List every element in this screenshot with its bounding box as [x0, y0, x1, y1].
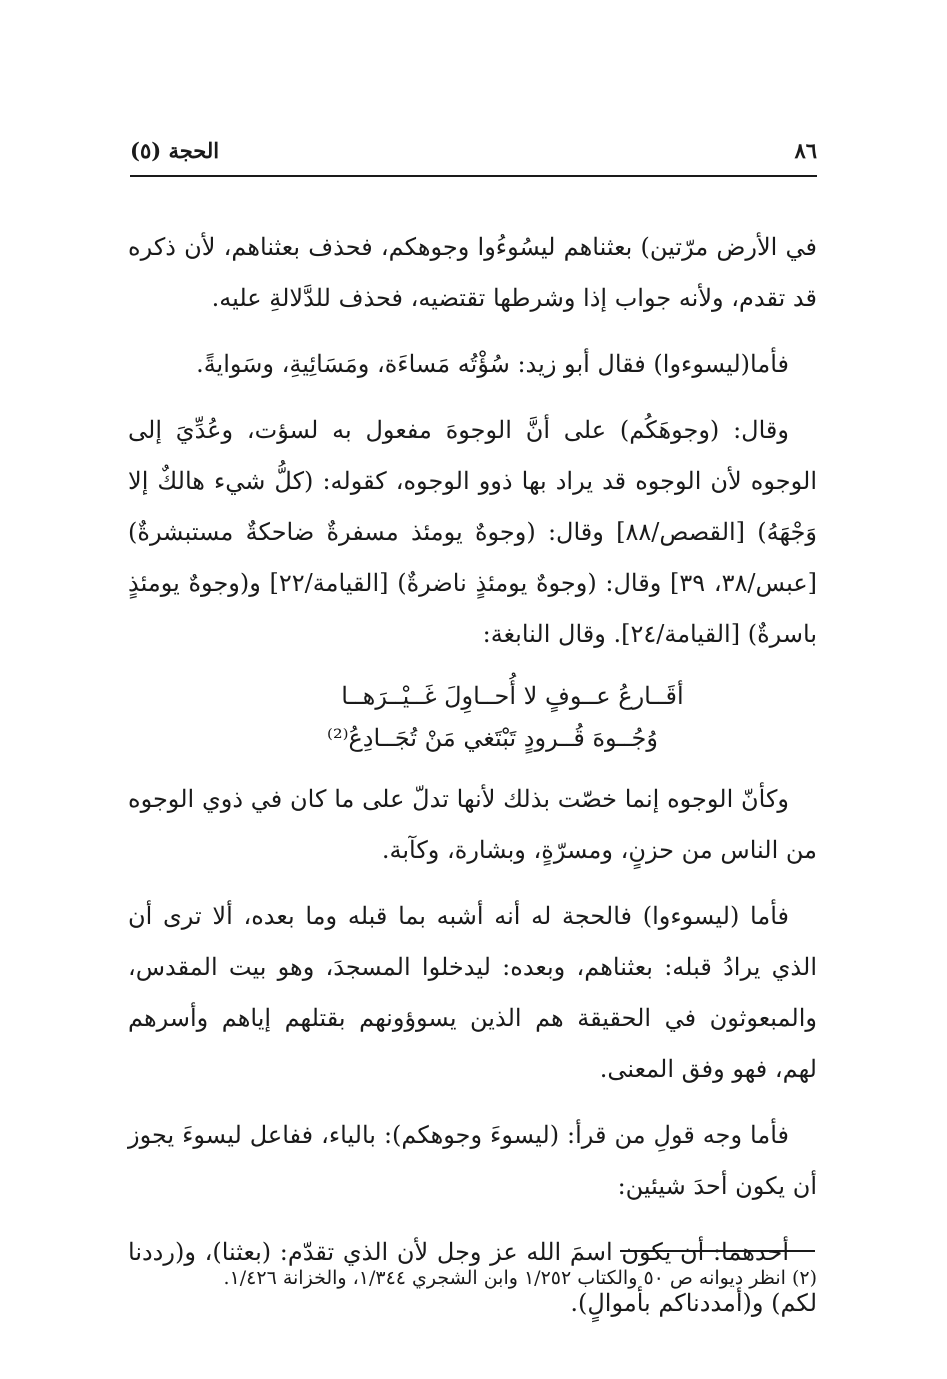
poem-verse: [128, 675, 817, 759]
paragraph: فأما(ليسوءوا) فقال أبو زيد: سُؤْتُه مَساءَة، ومَسَائِيةِ، وسَوايةً.: [196, 350, 789, 378]
footnote: (٢) انظر ديوانه ص ٥٠ والكتاب ١/٢٥٢ وابن الشجري ١/٣٤٤، والخزانة ١/٤٢٦.: [223, 1267, 817, 1289]
verse-line-2: وُجُــوهَ قُــرودٍ تَبْتَغي مَنْ تُجَــادِعُ⁽²⁾: [327, 724, 658, 752]
page-header: [130, 138, 817, 172]
main-text: [128, 222, 817, 1344]
footnote-divider: [620, 1250, 815, 1252]
paragraph: وكأنّ الوجوه إنما خصّت بذلك لأنها تدلّ على ما كان في ذوي الوجوه من الناس من حزنٍ، ومسرّةٍ، وبشارة، وكآبة.: [128, 785, 817, 864]
paragraph: في الأرض مرّتين) بعثناهم ليسُوءُوا وجوهكم، فحذف بعثناهم، لأن ذكره قد تقدم، ولأنه جواب إذا وشرطها تقتضيه، فحذف للدَّلالةِ عليه.: [128, 233, 818, 312]
verse-line-1: أقَــارعُ عــوفٍ لا أُحــاوِلَ غَــيْــرَهــا: [341, 682, 684, 710]
running-title: الحجة (٥): [130, 138, 220, 163]
page-number: ٨٦: [794, 138, 817, 163]
header-divider: [130, 175, 817, 177]
paragraph: فأما وجه قولِ من قرأ: (ليسوءَ وجوهكم): بالياء، ففاعل ليسوءَ يجوز أن يكون أحدَ شيئين:: [128, 1121, 817, 1200]
paragraph: وقال: (وجوهَكُم) على أنَّ الوجوهَ مفعول به لسؤت، وعُدِّيَ إلى الوجوه لأن الوجوه قد يراد بها ذوو الوجوه، كقوله: (كلُّ شيء هالكٌ إلا وَجْهَهُ) [القصص/٨٨] وقال: (وجوهٌ يومئذ مسفرةٌ ضاحكةٌ مستبشرةٌ) [عبس/٣٨، ٣٩] وقال: (وجوهٌ يومئذٍ ناضرةٌ) [القيامة/٢٢] و(وجوهٌ يومئذٍ باسرةٌ) [القيامة/٢٤]. وقال النابغة:: [128, 416, 817, 648]
paragraph: فأما (ليسوءوا) فالحجة له أنه أشبه بما قبله وما بعده، ألا ترى أن الذي يرادُ قبله: بعثناهم، وبعده: ليدخلوا المسجدَ، وهو بيت المقدس، والمبعوثون في الحقيقة هم الذين يسوؤونهم بقتلهم إياهم وأسرهم لهم، فهو وفق المعنى.: [128, 902, 817, 1083]
paragraph: أحدهما: أن يكون اسمَ الله عز وجل لأن الذي تقدّم: (بعثنا)، و(رددنا لكم) و(أمددناكم بأموالٍ).: [128, 1238, 817, 1317]
